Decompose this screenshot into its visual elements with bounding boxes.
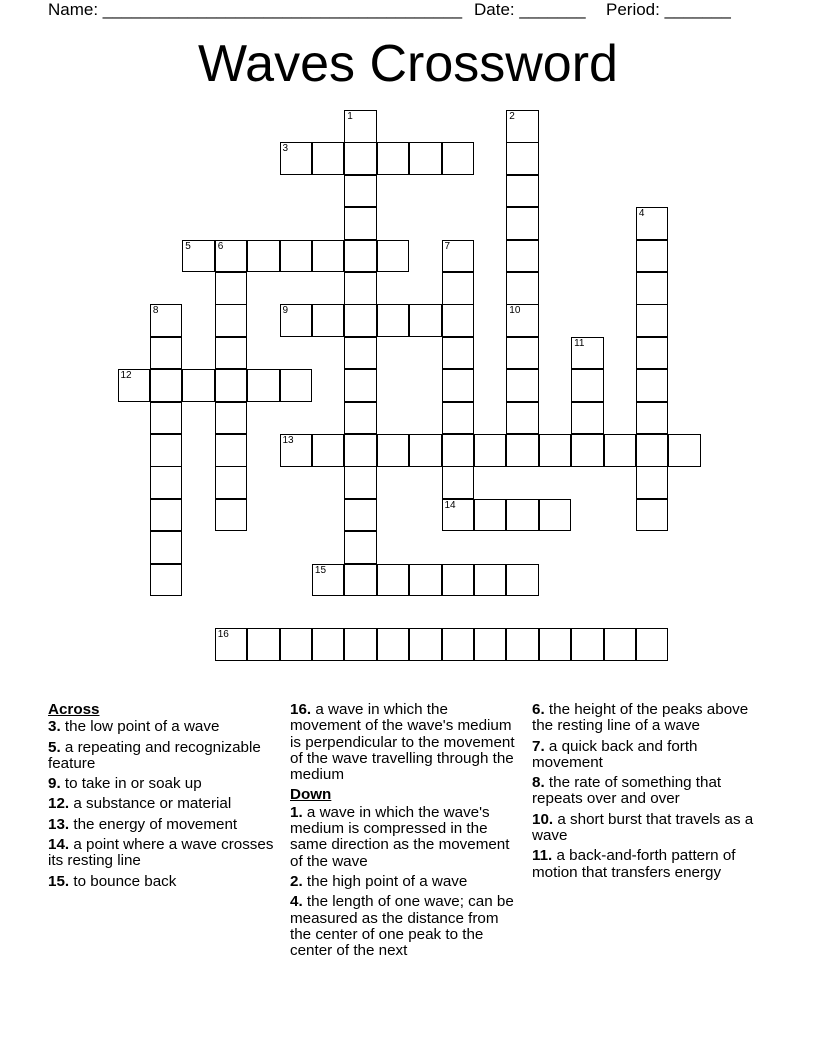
grid-cell[interactable] <box>312 142 345 175</box>
grid-cell[interactable] <box>636 434 669 467</box>
cell-number: 6 <box>217 240 224 252</box>
grid-cell[interactable] <box>247 240 280 273</box>
grid-cell[interactable] <box>118 369 151 402</box>
grid-cell[interactable] <box>442 499 475 532</box>
grid-cell[interactable] <box>506 628 539 661</box>
clue-down-1: 1. a wave in which the wave's medium is compressed in the same direction as the movement of the wave <box>290 803 510 870</box>
grid-cell[interactable] <box>506 207 539 240</box>
grid-cell[interactable] <box>442 369 475 402</box>
grid-cell[interactable] <box>506 369 539 402</box>
grid-cell[interactable] <box>344 304 377 337</box>
grid-cell[interactable] <box>215 337 248 370</box>
clue-down-2: 2. the high point of a wave <box>290 872 468 890</box>
grid-cell[interactable] <box>442 304 475 337</box>
grid-cell[interactable] <box>474 564 507 597</box>
grid-cell[interactable] <box>150 531 183 564</box>
grid-cell[interactable] <box>636 337 669 370</box>
grid-cell[interactable] <box>344 466 377 499</box>
grid-cell[interactable] <box>312 240 345 273</box>
grid-cell[interactable] <box>215 272 248 305</box>
grid-cell[interactable] <box>506 499 539 532</box>
grid-cell[interactable] <box>474 434 507 467</box>
grid-cell[interactable] <box>539 499 572 532</box>
grid-cell[interactable] <box>442 434 475 467</box>
clue-down-11: 11. a back-and-forth pattern of motion that transfers energy <box>532 847 736 881</box>
grid-cell[interactable] <box>280 240 313 273</box>
grid-cell[interactable] <box>636 628 669 661</box>
grid-cell[interactable] <box>571 369 604 402</box>
grid-cell[interactable] <box>604 434 637 467</box>
cell-number: 16 <box>217 629 229 641</box>
clue-down-8: 8. the rate of something that repeats over and over <box>532 774 722 808</box>
grid-cell[interactable] <box>377 304 410 337</box>
grid-cell[interactable] <box>571 434 604 467</box>
cell-number: 13 <box>282 435 294 446</box>
grid-cell[interactable] <box>344 142 377 175</box>
clue-down-7: 7. a quick back and forth movement <box>532 737 698 771</box>
clue-across-13: 13. the energy of movement <box>48 815 238 833</box>
grid-cell[interactable] <box>409 142 442 175</box>
grid-cell[interactable] <box>344 402 377 435</box>
grid-cell[interactable] <box>668 434 701 467</box>
grid-cell[interactable] <box>506 272 539 305</box>
grid-cell[interactable] <box>506 175 539 208</box>
grid-cell[interactable] <box>150 337 183 370</box>
down-heading: Down <box>290 786 332 804</box>
cell-number: 5 <box>185 240 191 252</box>
grid-cell[interactable] <box>280 142 313 175</box>
grid-cell[interactable] <box>571 628 604 661</box>
grid-cell[interactable] <box>442 337 475 370</box>
grid-cell[interactable] <box>571 402 604 435</box>
name-field[interactable]: Name: ______________________________________ <box>48 0 463 19</box>
clue-across-3: 3. the low point of a wave <box>48 718 220 736</box>
grid-cell[interactable] <box>280 304 313 337</box>
grid-cell[interactable] <box>442 402 475 435</box>
grid-cell[interactable] <box>344 564 377 597</box>
clue-across-9: 9. to take in or soak up <box>48 775 202 793</box>
grid-cell[interactable] <box>442 272 475 305</box>
grid-cell[interactable] <box>344 207 377 240</box>
grid-cell[interactable] <box>150 304 183 337</box>
grid-cell[interactable] <box>571 337 604 370</box>
grid-cell[interactable] <box>506 240 539 273</box>
cell-number: 2 <box>509 111 515 122</box>
grid-cell[interactable] <box>442 564 475 597</box>
grid-cell[interactable] <box>377 142 410 175</box>
grid-cell[interactable] <box>539 628 572 661</box>
grid-cell[interactable] <box>539 434 572 467</box>
grid-cell[interactable] <box>215 240 248 273</box>
cell-number: 14 <box>444 499 456 511</box>
across-heading: Across <box>48 701 100 718</box>
cell-number: 12 <box>120 370 132 382</box>
grid-cell[interactable] <box>150 499 183 532</box>
grid-cell[interactable] <box>182 369 215 402</box>
grid-cell[interactable] <box>636 369 669 402</box>
grid-cell[interactable] <box>344 175 377 208</box>
period-field[interactable]: Period: _______ <box>606 0 731 19</box>
grid-cell[interactable] <box>636 207 669 240</box>
grid-cell[interactable] <box>506 110 539 143</box>
grid-cell[interactable] <box>442 240 475 273</box>
grid-cell[interactable] <box>409 628 442 661</box>
grid-cell[interactable] <box>312 628 345 661</box>
grid-cell[interactable] <box>312 434 345 467</box>
grid-cell[interactable] <box>215 628 248 661</box>
grid-cell[interactable] <box>636 272 669 305</box>
grid-cell[interactable] <box>377 564 410 597</box>
grid-cell[interactable] <box>150 402 183 435</box>
grid-cell[interactable] <box>280 434 313 467</box>
grid-cell[interactable] <box>636 466 669 499</box>
grid-cell[interactable] <box>215 466 248 499</box>
grid-cell[interactable] <box>344 434 377 467</box>
grid-cell[interactable] <box>377 628 410 661</box>
cell-number: 1 <box>347 111 353 122</box>
clue-down-4: 4. the length of one wave; can be measured as the distance from the center of one peak to the center of the next <box>290 893 514 960</box>
grid-cell[interactable] <box>506 564 539 597</box>
grid-cell[interactable] <box>215 499 248 532</box>
clues-column-1 <box>48 702 278 894</box>
grid-cell[interactable] <box>312 564 345 597</box>
clue-across-16: 16. a wave in which the movement of the wave's medium is perpendicular to the movement of the wave travelling through the medium <box>290 701 515 784</box>
grid-cell[interactable] <box>474 499 507 532</box>
grid-cell[interactable] <box>506 402 539 435</box>
grid-cell[interactable] <box>636 402 669 435</box>
grid-cell[interactable] <box>506 142 539 175</box>
grid-cell[interactable] <box>280 369 313 402</box>
grid-cell[interactable] <box>215 304 248 337</box>
grid-cell[interactable] <box>506 337 539 370</box>
clue-down-6: 6. the height of the peaks above the resting line of a wave <box>532 701 749 735</box>
grid-cell[interactable] <box>377 434 410 467</box>
grid-cell[interactable] <box>409 434 442 467</box>
grid-cell[interactable] <box>636 304 669 337</box>
grid-cell[interactable] <box>215 369 248 402</box>
clue-across-14: 14. a point where a wave crosses its resting line <box>48 836 274 870</box>
cell-number: 3 <box>282 143 289 155</box>
grid-cell[interactable] <box>442 466 475 499</box>
grid-cell[interactable] <box>442 142 475 175</box>
grid-cell[interactable] <box>506 304 539 337</box>
clues-column-2 <box>290 702 522 963</box>
grid-cell[interactable] <box>344 369 377 402</box>
grid-cell[interactable] <box>377 240 410 273</box>
cell-number: 4 <box>638 208 645 220</box>
clue-across-12: 12. a substance or material <box>48 795 232 813</box>
grid-cell[interactable] <box>442 628 475 661</box>
cell-number: 15 <box>314 564 327 576</box>
clue-down-10: 10. a short burst that travels as a wave <box>532 810 754 845</box>
grid-cell[interactable] <box>344 499 377 532</box>
clue-across-15: 15. to bounce back <box>48 872 177 890</box>
grid-cell[interactable] <box>215 434 248 467</box>
page-title: Waves Crossword <box>198 35 618 93</box>
grid-cell[interactable] <box>344 272 377 305</box>
grid-cell[interactable] <box>506 434 539 467</box>
grid-cell[interactable] <box>312 304 345 337</box>
grid-cell[interactable] <box>344 110 377 143</box>
grid-cell[interactable] <box>150 564 183 597</box>
grid-cell[interactable] <box>150 369 183 402</box>
grid-cell[interactable] <box>409 564 442 597</box>
grid-cell[interactable] <box>247 628 280 661</box>
cell-number: 8 <box>152 305 159 317</box>
date-field[interactable]: Date: _______ <box>474 0 586 19</box>
grid-cell[interactable] <box>636 499 669 532</box>
grid-cell[interactable] <box>636 240 669 273</box>
grid-cell[interactable] <box>474 628 507 661</box>
grid-cell[interactable] <box>280 628 313 661</box>
grid-cell[interactable] <box>344 240 377 273</box>
grid-cell[interactable] <box>182 240 215 273</box>
clue-across-5: 5. a repeating and recognizable feature <box>48 738 261 772</box>
grid-cell[interactable] <box>604 628 637 661</box>
cell-number: 10 <box>509 305 521 317</box>
grid-cell[interactable] <box>344 337 377 370</box>
grid-cell[interactable] <box>150 466 183 499</box>
grid-cell[interactable] <box>409 304 442 337</box>
grid-cell[interactable] <box>150 434 183 467</box>
cell-number: 7 <box>444 240 451 252</box>
grid-cell[interactable] <box>344 628 377 661</box>
clues-column-3 <box>532 702 768 885</box>
grid-cell[interactable] <box>344 531 377 564</box>
cell-number: 11 <box>574 337 585 349</box>
cell-number: 9 <box>282 305 289 317</box>
grid-cell[interactable] <box>247 369 280 402</box>
grid-cell[interactable] <box>215 402 248 435</box>
